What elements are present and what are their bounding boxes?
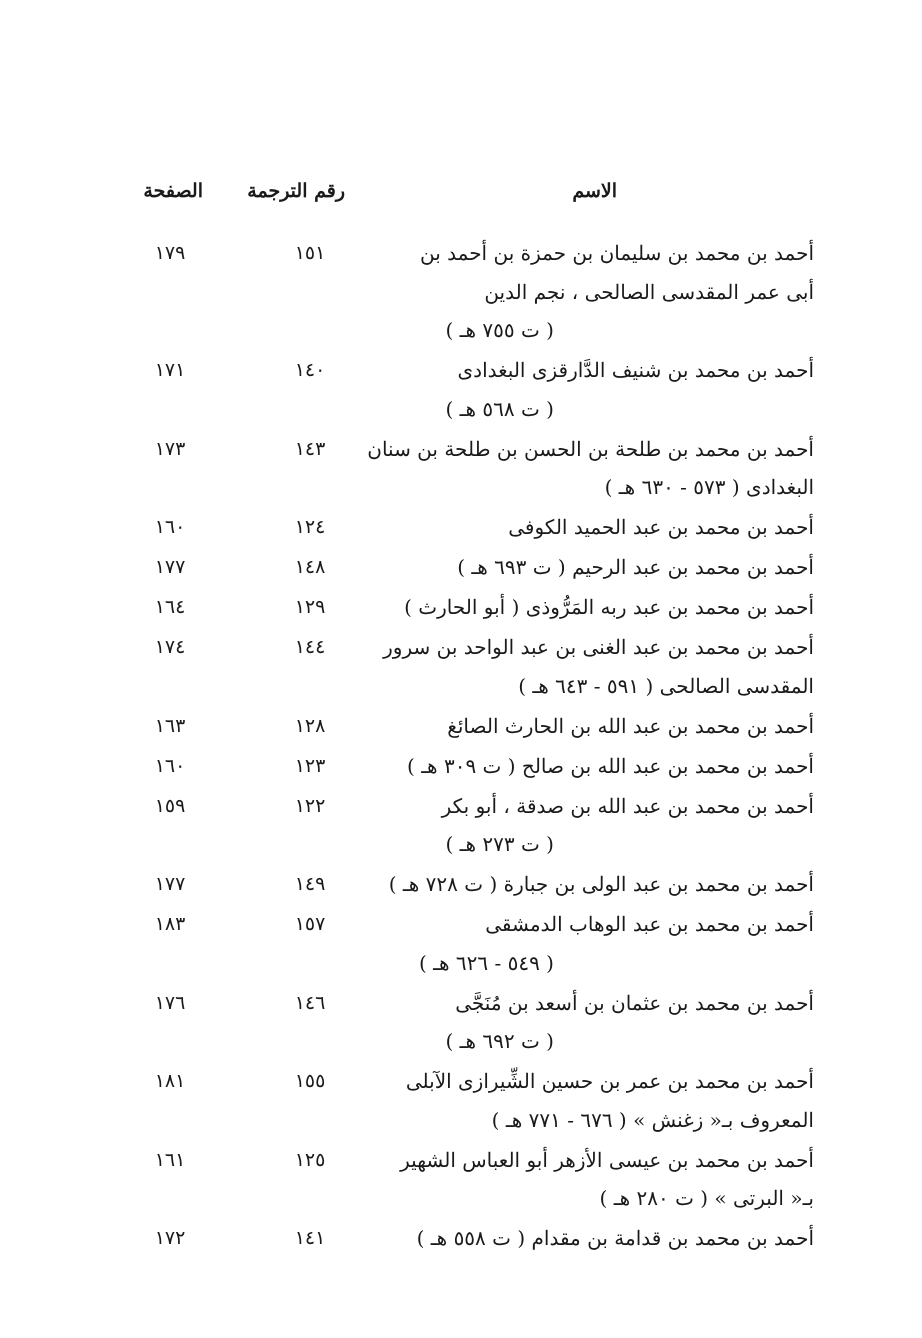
entry-page-number: ١٦١ xyxy=(154,1148,186,1171)
entry-name xyxy=(404,508,814,547)
entry-name xyxy=(404,351,814,428)
entry-translation-number: ١٢٣ xyxy=(294,754,326,777)
header-translation-number: رقم الترجمة xyxy=(247,180,345,202)
entry-page-number: ١٦٣ xyxy=(154,714,186,737)
index-entry xyxy=(0,1141,922,1220)
entry-name-line: بـ« البرتى » ( ت ٢٨٠ هـ ) xyxy=(599,1186,814,1210)
index-entry xyxy=(0,1062,922,1141)
table-header xyxy=(0,180,922,210)
entry-name-line: ( ت ٧٥٥ هـ ) xyxy=(445,318,554,342)
entry-name-line: أحمد بن محمد بن عثمان بن أسعد بن مُنَجَّى xyxy=(455,990,814,1015)
entry-name-line: ( ٥٤٩ - ٦٢٦ هـ ) xyxy=(418,950,554,975)
entry-name-line: أحمد بن محمد بن عمر بن حسين الشِّيرازى الآبلى xyxy=(405,1069,814,1093)
entry-translation-number: ١٥٧ xyxy=(294,913,326,935)
entry-name-line: أبى عمر المقدسى الصالحى ، نجم الدين xyxy=(484,279,814,304)
header-name: الاسم xyxy=(572,180,617,202)
entry-translation-number: ١٤٣ xyxy=(294,437,326,460)
entry-name xyxy=(367,430,814,507)
entry-name-line: ( ت ٢٧٣ هـ ) xyxy=(445,832,554,856)
entry-translation-number: ١٢٥ xyxy=(294,1148,326,1171)
index-entries xyxy=(0,234,922,1259)
entry-name-line: أحمد بن محمد بن طلحة بن الحسن بن طلحة بن سنان xyxy=(367,436,814,461)
index-entry xyxy=(0,787,922,866)
entry-name-line: أحمد بن محمد بن عبد الولى بن جبارة ( ت ٧٢٨ هـ ) xyxy=(388,872,814,896)
entry-name-line: البغدادى ( ٥٧٣ - ٦٣٠ هـ ) xyxy=(604,475,814,499)
entry-name xyxy=(404,1062,814,1139)
entry-translation-number: ١٢٢ xyxy=(294,794,326,817)
index-entry xyxy=(0,865,922,905)
entry-translation-number: ١٢٩ xyxy=(294,596,326,618)
entry-page-number: ١٧٤ xyxy=(154,636,186,658)
entry-page-number: ١٦٠ xyxy=(154,516,186,538)
header-page: الصفحة xyxy=(143,180,203,202)
entry-translation-number: ١٤٦ xyxy=(294,991,326,1014)
entry-page-number: ١٧١ xyxy=(154,359,186,381)
entry-name xyxy=(404,548,814,587)
entry-name-line: المقدسى الصالحى ( ٥٩١ - ٦٤٣ هـ ) xyxy=(518,673,814,698)
entry-page-number: ١٧٧ xyxy=(154,556,186,578)
index-entry xyxy=(0,905,922,984)
entry-translation-number: ١٤٨ xyxy=(294,556,326,578)
entry-page-number: ١٨١ xyxy=(154,1070,186,1092)
entry-page-number: ١٧٩ xyxy=(154,242,186,264)
entry-name xyxy=(404,905,814,982)
entry-name-line: أحمد بن محمد بن سليمان بن حمزة بن أحمد بن xyxy=(419,241,814,265)
entry-name xyxy=(404,588,814,627)
entry-page-number: ١٧٧ xyxy=(154,873,186,895)
entry-name xyxy=(400,1141,814,1218)
entry-name-line: ( ت ٥٦٨ هـ ) xyxy=(445,396,554,421)
index-entry xyxy=(0,234,922,351)
entry-name xyxy=(404,787,814,864)
entry-name xyxy=(404,707,814,746)
index-entry xyxy=(0,984,922,1063)
entry-name xyxy=(383,628,814,705)
entry-translation-number: ١٢٨ xyxy=(294,714,326,737)
entry-name-line: أحمد بن محمد بن عبد الله بن صدقة ، أبو بكر xyxy=(441,793,814,818)
entry-name-line: أحمد بن محمد بن عبد الرحيم ( ت ٦٩٣ هـ ) xyxy=(457,555,814,579)
entry-name-line: أحمد بن محمد بن عبد الوهاب الدمشقى xyxy=(485,912,814,936)
entry-name-line: ( ت ٦٩٢ هـ ) xyxy=(445,1029,554,1053)
entry-translation-number: ١٤٤ xyxy=(294,636,326,658)
entry-name-line: أحمد بن محمد بن عبد الحميد الكوفى xyxy=(508,515,814,539)
index-entry xyxy=(0,430,922,509)
entry-name-line: أحمد بن محمد بن عيسى الأزهر أبو العباس الشهير xyxy=(400,1147,814,1172)
entry-page-number: ١٦٠ xyxy=(154,754,186,777)
entry-page-number: ١٧٢ xyxy=(154,1227,186,1249)
entry-name xyxy=(404,984,814,1061)
entry-page-number: ١٥٩ xyxy=(154,794,186,817)
entry-translation-number: ١٥٥ xyxy=(294,1070,326,1092)
entry-translation-number: ١٤٩ xyxy=(294,873,326,895)
index-entry xyxy=(0,508,922,548)
entry-translation-number: ١٤١ xyxy=(294,1227,326,1249)
index-entry xyxy=(0,747,922,787)
entry-name-line: أحمد بن محمد بن عبد الله بن الحارث الصائغ xyxy=(447,713,814,738)
entry-name-line: أحمد بن محمد بن شنيف الدَّارقزى البغدادى xyxy=(457,358,814,382)
index-entry xyxy=(0,588,922,628)
entry-name xyxy=(404,234,814,350)
entry-translation-number: ١٥١ xyxy=(294,242,326,264)
entry-page-number: ١٧٦ xyxy=(154,991,186,1014)
entry-page-number: ١٦٤ xyxy=(154,596,186,618)
entry-name-line: أحمد بن محمد بن عبد ربه المَرُّوذى ( أبو الحارث ) xyxy=(404,595,814,619)
entry-name-line: أحمد بن محمد بن عبد الله بن صالح ( ت ٣٠٩ هـ ) xyxy=(407,753,814,778)
index-entry xyxy=(0,1219,922,1259)
entry-page-number: ١٨٣ xyxy=(154,913,186,935)
index-entry xyxy=(0,707,922,747)
index-entry xyxy=(0,548,922,588)
entry-name-line: أحمد بن محمد بن عبد الغنى بن عبد الواحد بن سرور xyxy=(383,635,814,659)
entry-name xyxy=(388,865,814,904)
entry-name xyxy=(404,1219,814,1258)
entry-name-line: المعروف بـ« زغنش » ( ٦٧٦ - ٧٧١ هـ ) xyxy=(491,1107,814,1132)
index-entry xyxy=(0,628,922,707)
entry-page-number: ١٧٣ xyxy=(154,437,186,460)
entry-translation-number: ١٢٤ xyxy=(294,516,326,538)
entry-name xyxy=(404,747,814,786)
entry-translation-number: ١٤٠ xyxy=(294,359,326,381)
index-entry xyxy=(0,351,922,430)
entry-name-line: أحمد بن محمد بن قدامة بن مقدام ( ت ٥٥٨ هـ ) xyxy=(416,1226,814,1250)
